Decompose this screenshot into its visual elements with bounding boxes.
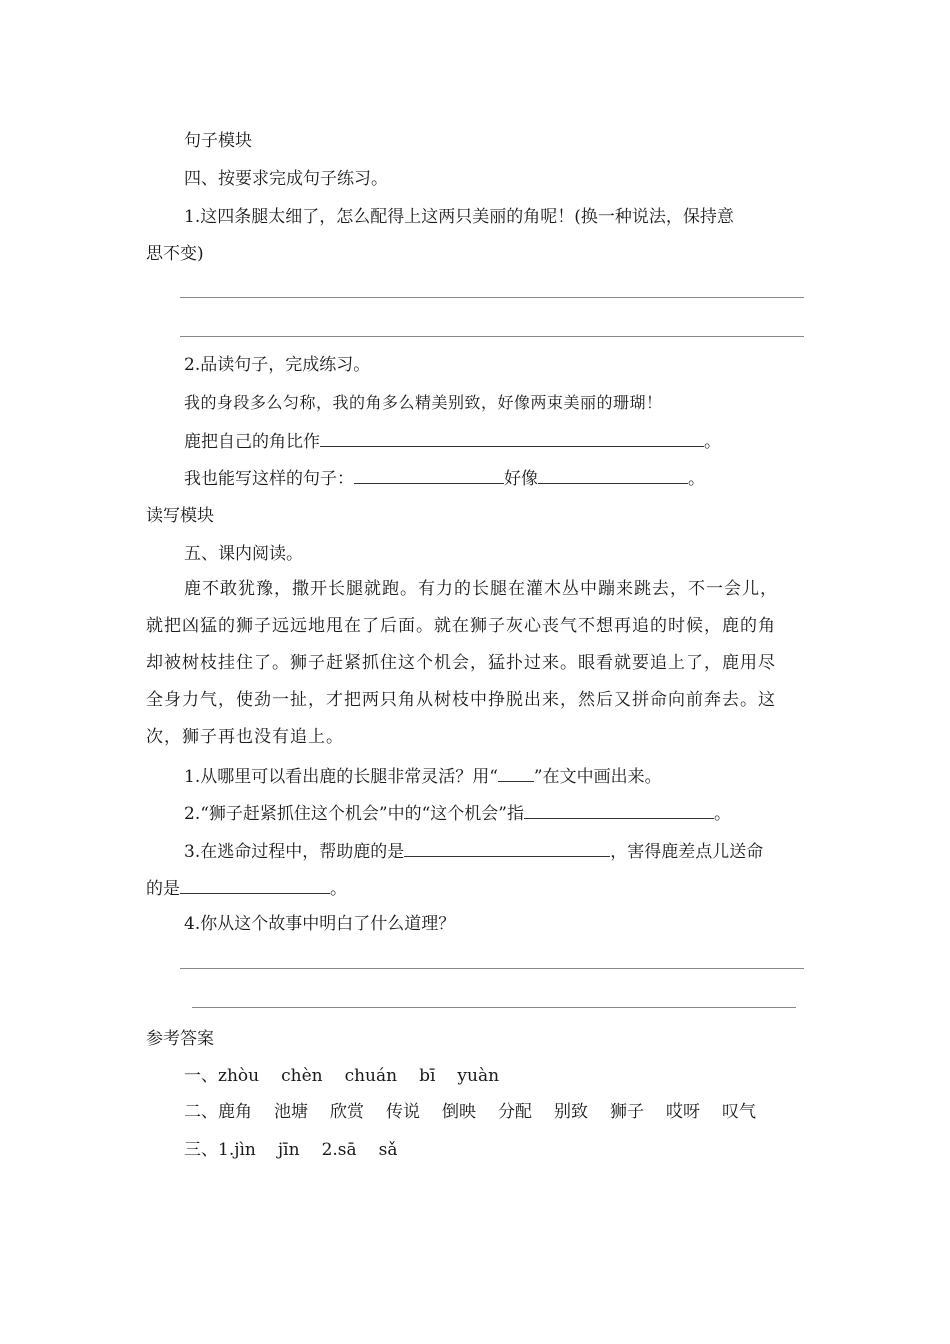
answer-item: chèn [281,1066,323,1086]
answer-two [184,1100,778,1124]
fill-blank[interactable] [538,465,688,484]
answer-item: zhòu [218,1066,260,1086]
answer-item: 叹气 [722,1102,756,1122]
fill-blank[interactable] [524,800,714,819]
q4-2-b [184,465,705,491]
fill-blank[interactable] [354,465,504,484]
answer-item: bī [419,1066,436,1086]
q5-1 [184,763,662,789]
q4-2-a-prefix: 鹿把自己的角比作 [184,432,320,452]
q4-1-line2: 思不变) [146,244,204,264]
underline-sample [498,763,534,782]
answer-item: 池塘 [274,1102,308,1122]
q4-2-a-suffix: 。 [704,432,721,452]
answers-heading: 参考答案 [146,1029,214,1049]
section-heading-sentence: 句子模块 [184,131,252,151]
q4-2-b-prefix: 我也能写这样的句子： [184,469,354,489]
q5-3-prefix: 3.在逃命过程中，帮助鹿的是 [184,842,405,862]
q5-2-suffix: 。 [713,804,731,824]
answer-item: 分配 [498,1102,532,1122]
answer-item: jīn [277,1140,300,1160]
q5-1-prefix: 1.从哪里可以看出鹿的长腿非常灵活？用“ [184,767,498,787]
passage-line: 就把凶猛的狮子远远地甩在了后面。就在狮子灰心丧气不想再追的时候，鹿的角 [146,616,776,636]
fill-blank[interactable] [320,428,704,447]
answer-item: 欣赏 [330,1102,364,1122]
fill-blank[interactable] [180,875,330,894]
answer-item: 狮子 [610,1102,644,1122]
q4-2-a [184,428,721,454]
q4-2-b-suffix: 。 [688,469,705,489]
answer-line[interactable] [180,336,804,337]
answer-three-label: 三、 [184,1140,218,1160]
q5-1-suffix: ”在文中画出来。 [533,767,662,787]
q4-2-b-mid: 好像 [504,469,538,489]
fill-blank[interactable] [404,838,610,857]
answer-item: 鹿角 [218,1102,252,1122]
section-heading-reading: 读写模块 [146,506,214,526]
q5-3-line1 [184,838,763,864]
answer-item: chuán [344,1066,398,1086]
q5-3-line2-suffix: 。 [330,879,347,899]
question-four-title: 四、按要求完成句子练习。 [184,169,388,189]
question-five-title: 五、课内阅读。 [184,544,303,564]
answer-item: 倒映 [442,1102,476,1122]
answer-line[interactable] [192,1007,796,1008]
answer-item: yuàn [457,1066,500,1086]
passage-line: 鹿不敢犹豫，撒开长腿就跑。有力的长腿在灌木丛中蹦来跳去，不一会儿， [184,579,778,599]
q5-2-prefix: 2.“狮子赶紧抓住这个机会”中的“这个机会”指 [184,804,524,824]
answer-item: 1.jìn [218,1140,256,1160]
answer-item: 传说 [386,1102,420,1122]
q5-3-line2-prefix: 的是 [146,879,180,899]
answer-one [184,1064,521,1088]
passage-line: 次，狮子再也没有追上。 [146,727,344,747]
answer-line[interactable] [180,968,804,969]
answer-two-label: 二、 [184,1102,218,1122]
q4-2-quoted-sentence: 我的身段多么匀称，我的角多么精美别致，好像两束美丽的珊瑚！ [184,393,663,412]
q4-1-line1: 1.这四条腿太细了，怎么配得上这两只美丽的角呢！(换一种说法，保持意 [184,207,734,227]
q5-3-suffix: ，害得鹿差点儿送命 [610,842,764,862]
answer-item: sǎ [378,1140,398,1160]
q4-2-title: 2.品读句子，完成练习。 [184,355,371,375]
q5-4: 4.你从这个故事中明白了什么道理？ [184,914,456,934]
passage-line: 却被树枝挂住了。狮子赶紧抓住这个机会，猛扑过来。眼看就要追上了，鹿用尽 [146,653,776,673]
q5-2 [184,800,731,826]
answer-item: 别致 [554,1102,588,1122]
answer-three [184,1138,420,1162]
passage-line: 全身力气，使劲一扯，才把两只角从树枝中挣脱出来，然后又拼命向前奔去。这 [146,690,776,710]
answer-item: 2.sā [321,1140,357,1160]
answer-one-label: 一、 [184,1066,218,1086]
q5-3-line2 [146,875,347,901]
answer-item: 哎呀 [666,1102,700,1122]
answer-line[interactable] [180,297,804,298]
